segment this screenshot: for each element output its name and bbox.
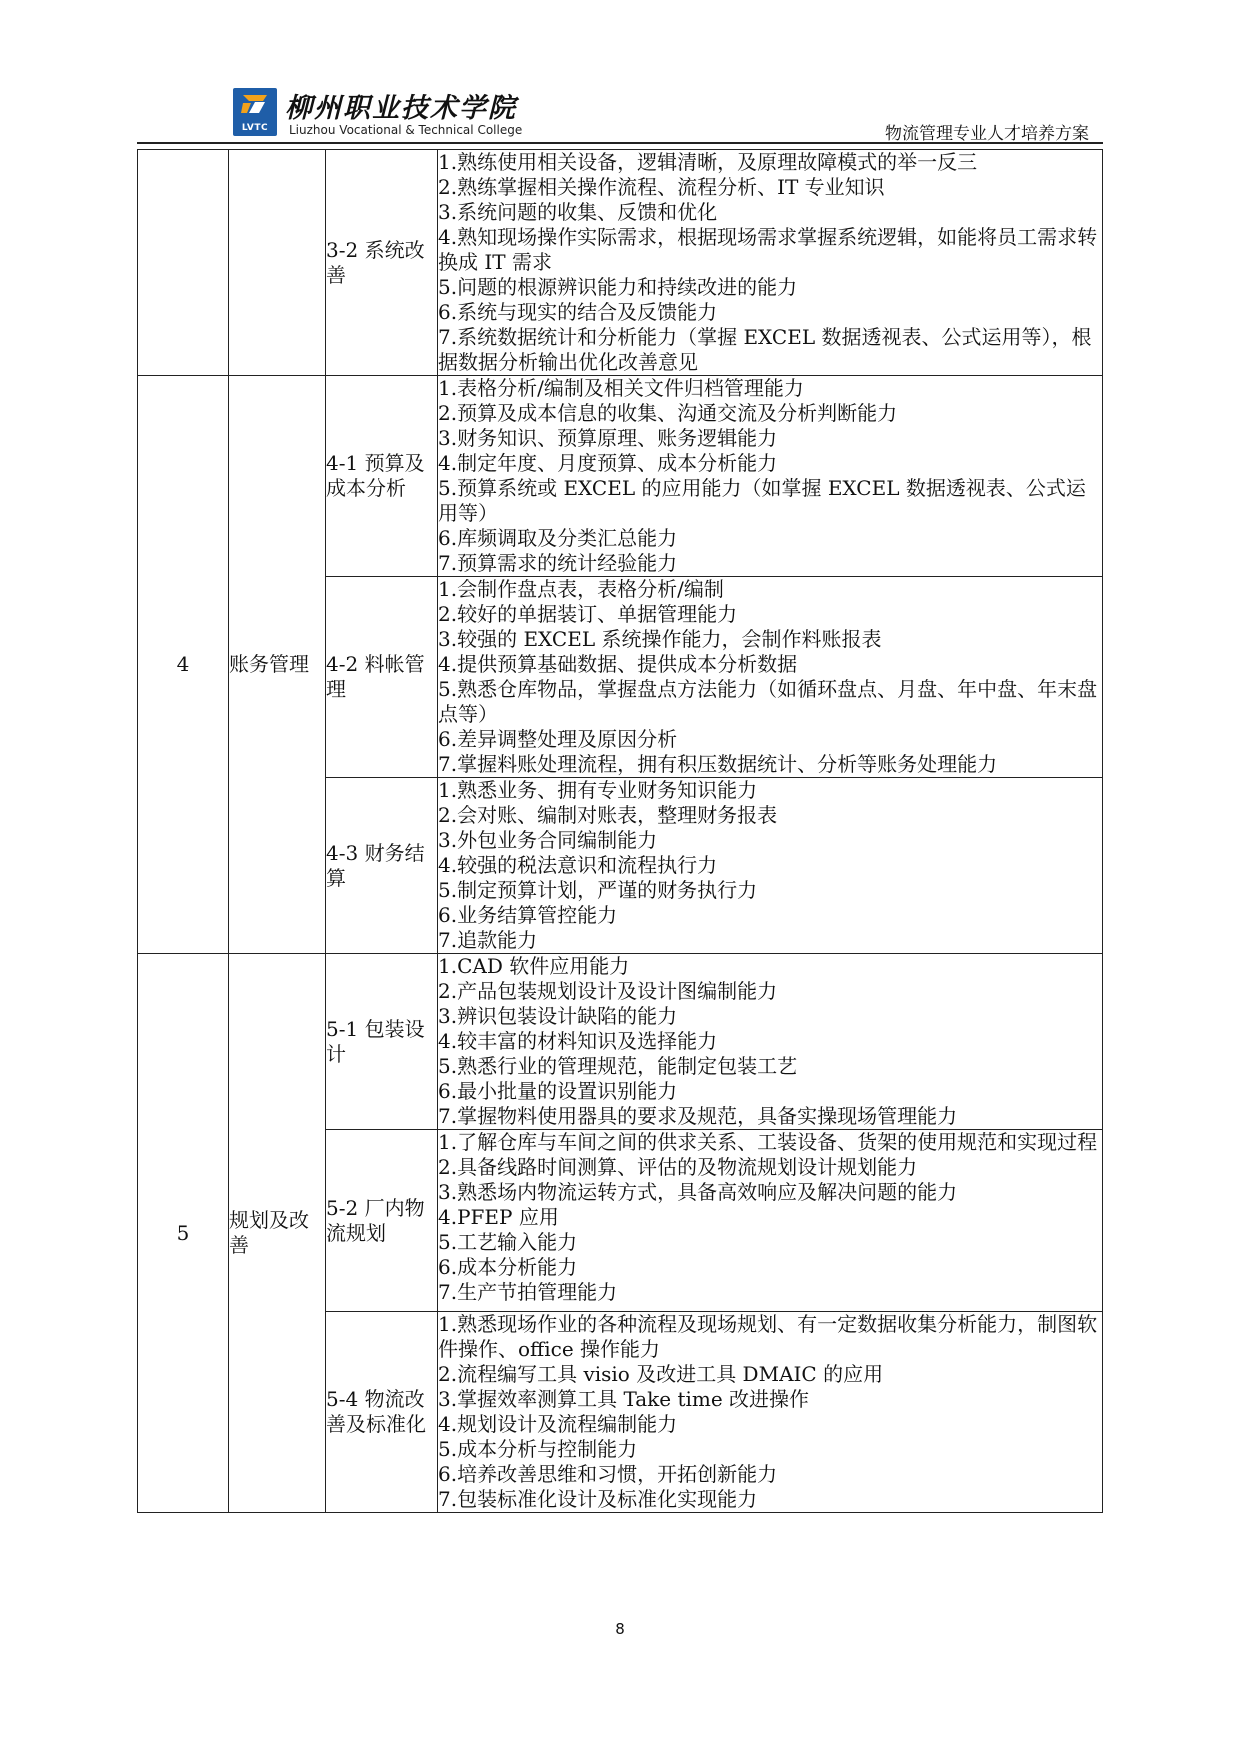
skill-list: [438, 778, 1103, 954]
skill-item: 4.较强的税法意识和流程执行力: [438, 853, 718, 877]
skill-item: 7.掌握料账处理流程，拥有积压数据统计、分析等账务处理能力: [438, 752, 998, 776]
skill-item: 6.成本分析能力: [438, 1255, 578, 1279]
skill-item: 3.掌握效率测算工具 Take time 改进操作: [438, 1387, 810, 1411]
skill-item: 6.培养改善思维和习惯，开拓创新能力: [438, 1462, 778, 1486]
skill-item: 5.熟悉仓库物品，掌握盘点方法能力（如循环盘点、月盘、年中盘、年末盘点等）: [438, 677, 1098, 726]
page-number: 8: [615, 1620, 625, 1638]
work-item: 5-2 厂内物流规划: [326, 1130, 438, 1312]
skill-item: 1.了解仓库与车间之间的供求关系、工装设备、货架的使用规范和实现过程: [438, 1130, 1098, 1154]
work-item: 4-3 财务结算: [326, 778, 438, 954]
skill-item: 1.表格分析/编制及相关文件归档管理能力: [438, 376, 804, 400]
table-row: [138, 376, 1103, 577]
skill-item: 4.较丰富的材料知识及选择能力: [438, 1029, 718, 1053]
skill-item: 5.问题的根源辨识能力和持续改进的能力: [438, 275, 798, 299]
skill-item: 3.熟悉场内物流运转方式，具备高效响应及解决问题的能力: [438, 1180, 958, 1204]
college-logo: [233, 88, 277, 136]
row-number: 5: [138, 954, 229, 1513]
work-item: 4-1 预算及成本分析: [326, 376, 438, 577]
skill-item: 3.外包业务合同编制能力: [438, 828, 658, 852]
page-header: [137, 78, 1103, 142]
skill-item: 2.会对账、编制对账表，整理财务报表: [438, 803, 778, 827]
lvtc-emblem-icon: [239, 93, 271, 115]
skill-list: [438, 1312, 1103, 1513]
work-item: 3-2 系统改善: [326, 150, 438, 376]
skill-item: 6.业务结算管控能力: [438, 903, 618, 927]
work-area: [229, 150, 326, 376]
work-area: 规划及改善: [229, 954, 326, 1513]
skill-item: 5.制定预算计划，严谨的财务执行力: [438, 878, 758, 902]
work-item: 5-4 物流改善及标准化: [326, 1312, 438, 1513]
header-divider: [137, 142, 1103, 144]
skill-item: 6.库频调取及分类汇总能力: [438, 526, 678, 550]
skill-item: 6.最小批量的设置识别能力: [438, 1079, 678, 1103]
skill-item: 7.掌握物料使用器具的要求及规范，具备实操现场管理能力: [438, 1104, 958, 1128]
skill-item: 2.较好的单据装订、单据管理能力: [438, 602, 738, 626]
skill-item: 7.生产节拍管理能力: [438, 1280, 618, 1304]
competency-table: [137, 149, 1103, 1513]
skill-item: 3.辨识包装设计缺陷的能力: [438, 1004, 678, 1028]
skill-item: 1.会制作盘点表，表格分析/编制: [438, 577, 724, 601]
skill-list: [438, 954, 1103, 1130]
college-name-en: Liuzhou Vocational & Technical College: [289, 123, 523, 137]
skill-item: 5.成本分析与控制能力: [438, 1437, 638, 1461]
table-row: [138, 954, 1103, 1130]
skill-item: 2.流程编写工具 visio 及改进工具 DMAIC 的应用: [438, 1362, 884, 1386]
skill-item: 4.PFEP 应用: [438, 1205, 559, 1229]
skill-item: 1.熟练使用相关设备，逻辑清晰，及原理故障模式的举一反三: [438, 150, 978, 174]
skill-item: 1.熟悉业务、拥有专业财务知识能力: [438, 778, 758, 802]
skill-item: 2.预算及成本信息的收集、沟通交流及分析判断能力: [438, 401, 898, 425]
skill-list: [438, 376, 1103, 577]
skill-item: 5.工艺输入能力: [438, 1230, 578, 1254]
college-name-cn: 柳州职业技术学院: [285, 93, 517, 124]
skill-item: 3.系统问题的收集、反馈和优化: [438, 200, 718, 224]
skill-item: 2.产品包装规划设计及设计图编制能力: [438, 979, 778, 1003]
row-number: 4: [138, 376, 229, 954]
skill-item: 3.较强的 EXCEL 系统操作能力，会制作料账报表: [438, 627, 882, 651]
skill-item: 7.系统数据统计和分析能力（掌握 EXCEL 数据透视表、公式运用等），根据数据分析输出优化改善意见: [438, 325, 1092, 374]
document-title: 物流管理专业人才培养方案: [885, 124, 1089, 144]
skill-item: 2.具备线路时间测算、评估的及物流规划设计规划能力: [438, 1155, 918, 1179]
skill-item: 6.差异调整处理及原因分析: [438, 727, 678, 751]
skill-list: [438, 150, 1103, 376]
skill-list: [438, 577, 1103, 778]
work-area: 账务管理: [229, 376, 326, 954]
skill-item: 4.提供预算基础数据、提供成本分析数据: [438, 652, 798, 676]
skill-item: 3.财务知识、预算原理、账务逻辑能力: [438, 426, 778, 450]
skill-item: 7.预算需求的统计经验能力: [438, 551, 678, 575]
skill-item: 2.熟练掌握相关操作流程、流程分析、IT 专业知识: [438, 175, 885, 199]
work-item: 4-2 料帐管理: [326, 577, 438, 778]
work-item: 5-1 包装设计: [326, 954, 438, 1130]
skill-item: 1.CAD 软件应用能力: [438, 954, 630, 978]
row-number: [138, 150, 229, 376]
skill-item: 4.规划设计及流程编制能力: [438, 1412, 678, 1436]
skill-item: 4.制定年度、月度预算、成本分析能力: [438, 451, 778, 475]
skill-item: 6.系统与现实的结合及反馈能力: [438, 300, 718, 324]
skill-item: 7.追款能力: [438, 928, 538, 952]
skill-item: 5.预算系统或 EXCEL 的应用能力（如掌握 EXCEL 数据透视表、公式运用等）: [438, 476, 1086, 525]
skill-item: 5.熟悉行业的管理规范，能制定包装工艺: [438, 1054, 798, 1078]
skill-item: 4.熟知现场操作实际需求，根据现场需求掌握系统逻辑，如能将员工需求转换成 IT 需求: [438, 225, 1098, 274]
skill-item: 7.包装标准化设计及标准化实现能力: [438, 1487, 758, 1511]
logo-abbreviation: LVTC: [241, 123, 269, 133]
skill-list: [438, 1130, 1103, 1312]
competency-table-body: [138, 150, 1103, 1513]
skill-item: 1.熟悉现场作业的各种流程及现场规划、有一定数据收集分析能力，制图软件操作、office 操作能力: [438, 1312, 1098, 1361]
table-row: [138, 150, 1103, 376]
